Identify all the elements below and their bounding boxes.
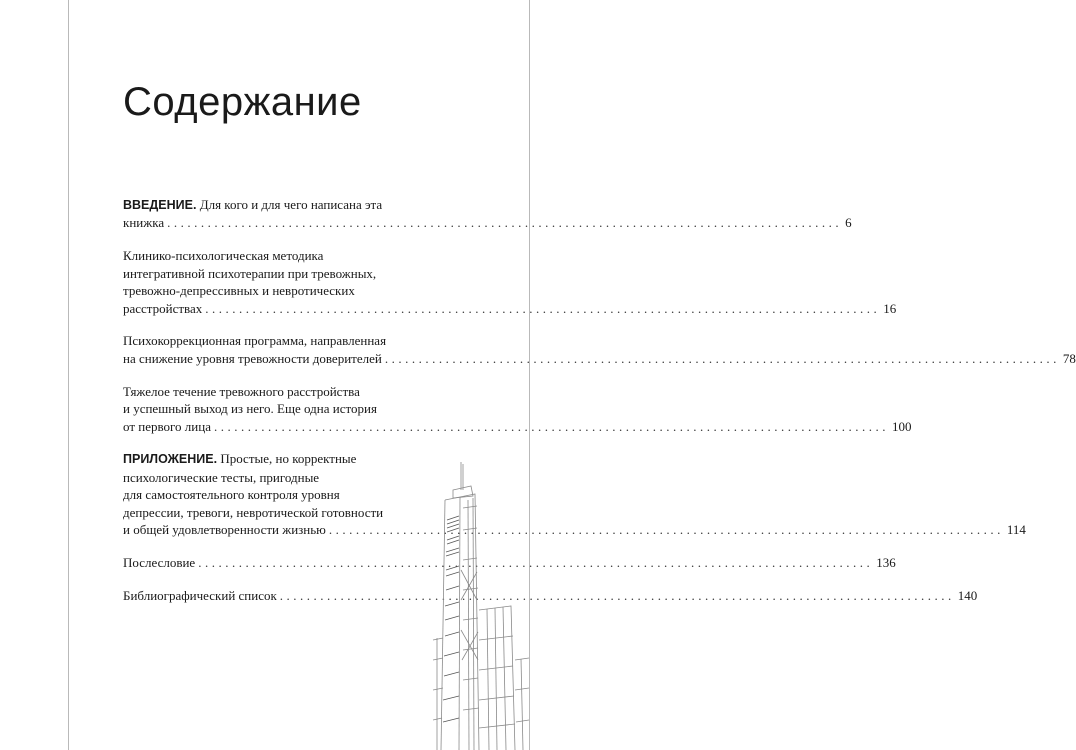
toc-entry-text: Клинико-психологическая методика [123, 248, 324, 264]
toc-entry-text: Тяжелое течение тревожного расстройства [123, 383, 360, 399]
toc-entry-text: Для кого и для чего написана эта [196, 197, 383, 212]
toc-entry-line [123, 383, 411, 400]
skyscraper-sketch-icon [433, 460, 529, 750]
toc-entry [123, 196, 852, 232]
toc-entry-leader-line [123, 350, 1076, 367]
toc-entry-line: для самостоятельного контроля уровня [123, 487, 340, 503]
toc-entry-line: интегративной психотерапии при тревожных, [123, 265, 377, 281]
dot-leader: .................................................................................................... [328, 522, 1004, 538]
toc-entry-leader-line [123, 418, 912, 435]
toc-page-number: 78 [1062, 350, 1076, 366]
toc-page-number: 114 [1006, 522, 1026, 538]
dot-leader: .................................................................................................... [205, 300, 881, 316]
toc-entry [123, 247, 897, 317]
toc-entry-text: Психокоррекционная программа, направленная [123, 333, 387, 349]
toc-entry-text: расстройствах [123, 300, 203, 316]
toc-entry-leader-line [123, 214, 852, 231]
toc-entry-line: тревожно-депрессивных и невротических [123, 283, 355, 299]
toc-entry-line: депрессии, тревоги, невротической готовности [123, 504, 384, 520]
toc-entry-keyword: ВВЕДЕНИЕ. [123, 198, 197, 212]
toc-entry-text: Простые, но корректные [217, 451, 357, 467]
toc-entry-text: на снижение уровня тревожности доверителей [123, 350, 382, 366]
toc-entry [123, 450, 1026, 538]
toc-entry-leader-line [123, 554, 896, 571]
toc-entry-leader-line [123, 521, 1026, 538]
toc-entry [123, 383, 912, 435]
toc-page-number: 140 [957, 587, 978, 603]
toc-entry-line [123, 332, 411, 349]
dot-leader: .................................................................................................... [279, 587, 955, 603]
dot-leader: .................................................................................................... [213, 418, 889, 434]
toc-entry-line: психологические тесты, пригодные [123, 469, 320, 485]
toc-page-number: 136 [876, 555, 896, 570]
dot-leader: .................................................................................................... [198, 555, 874, 570]
toc-entry [123, 587, 978, 604]
toc-entry-line [123, 247, 411, 264]
toc-entry-leader-line [123, 587, 978, 604]
toc-entry-leader-line [123, 300, 897, 317]
toc-entry [123, 332, 1076, 367]
toc-page-number: 100 [891, 418, 912, 434]
toc-entry-text: Послесловие [123, 555, 196, 570]
toc-entry-keyword: ПРИЛОЖЕНИЕ. [123, 452, 218, 467]
toc-entry-line [123, 450, 411, 468]
toc-entry-text: и общей удовлетворенности жизнью [123, 522, 326, 538]
table-of-contents [123, 196, 1076, 620]
dot-leader: .................................................................................................... [167, 215, 843, 231]
toc-page-number: 16 [883, 300, 897, 316]
toc-entry-text: от первого лица [123, 418, 211, 434]
toc-entry-line [123, 196, 411, 214]
page-title: Содержание [123, 80, 362, 124]
toc-page-number: 6 [845, 215, 852, 231]
toc-entry-line: и успешный выход из него. Еще одна история [123, 401, 377, 417]
toc-entry-text: книжка [123, 215, 165, 231]
book-page [68, 0, 1076, 750]
toc-entry [123, 554, 896, 571]
toc-entry-text: Библиографический список [123, 587, 277, 603]
dot-leader: .................................................................................................... [384, 350, 1060, 366]
